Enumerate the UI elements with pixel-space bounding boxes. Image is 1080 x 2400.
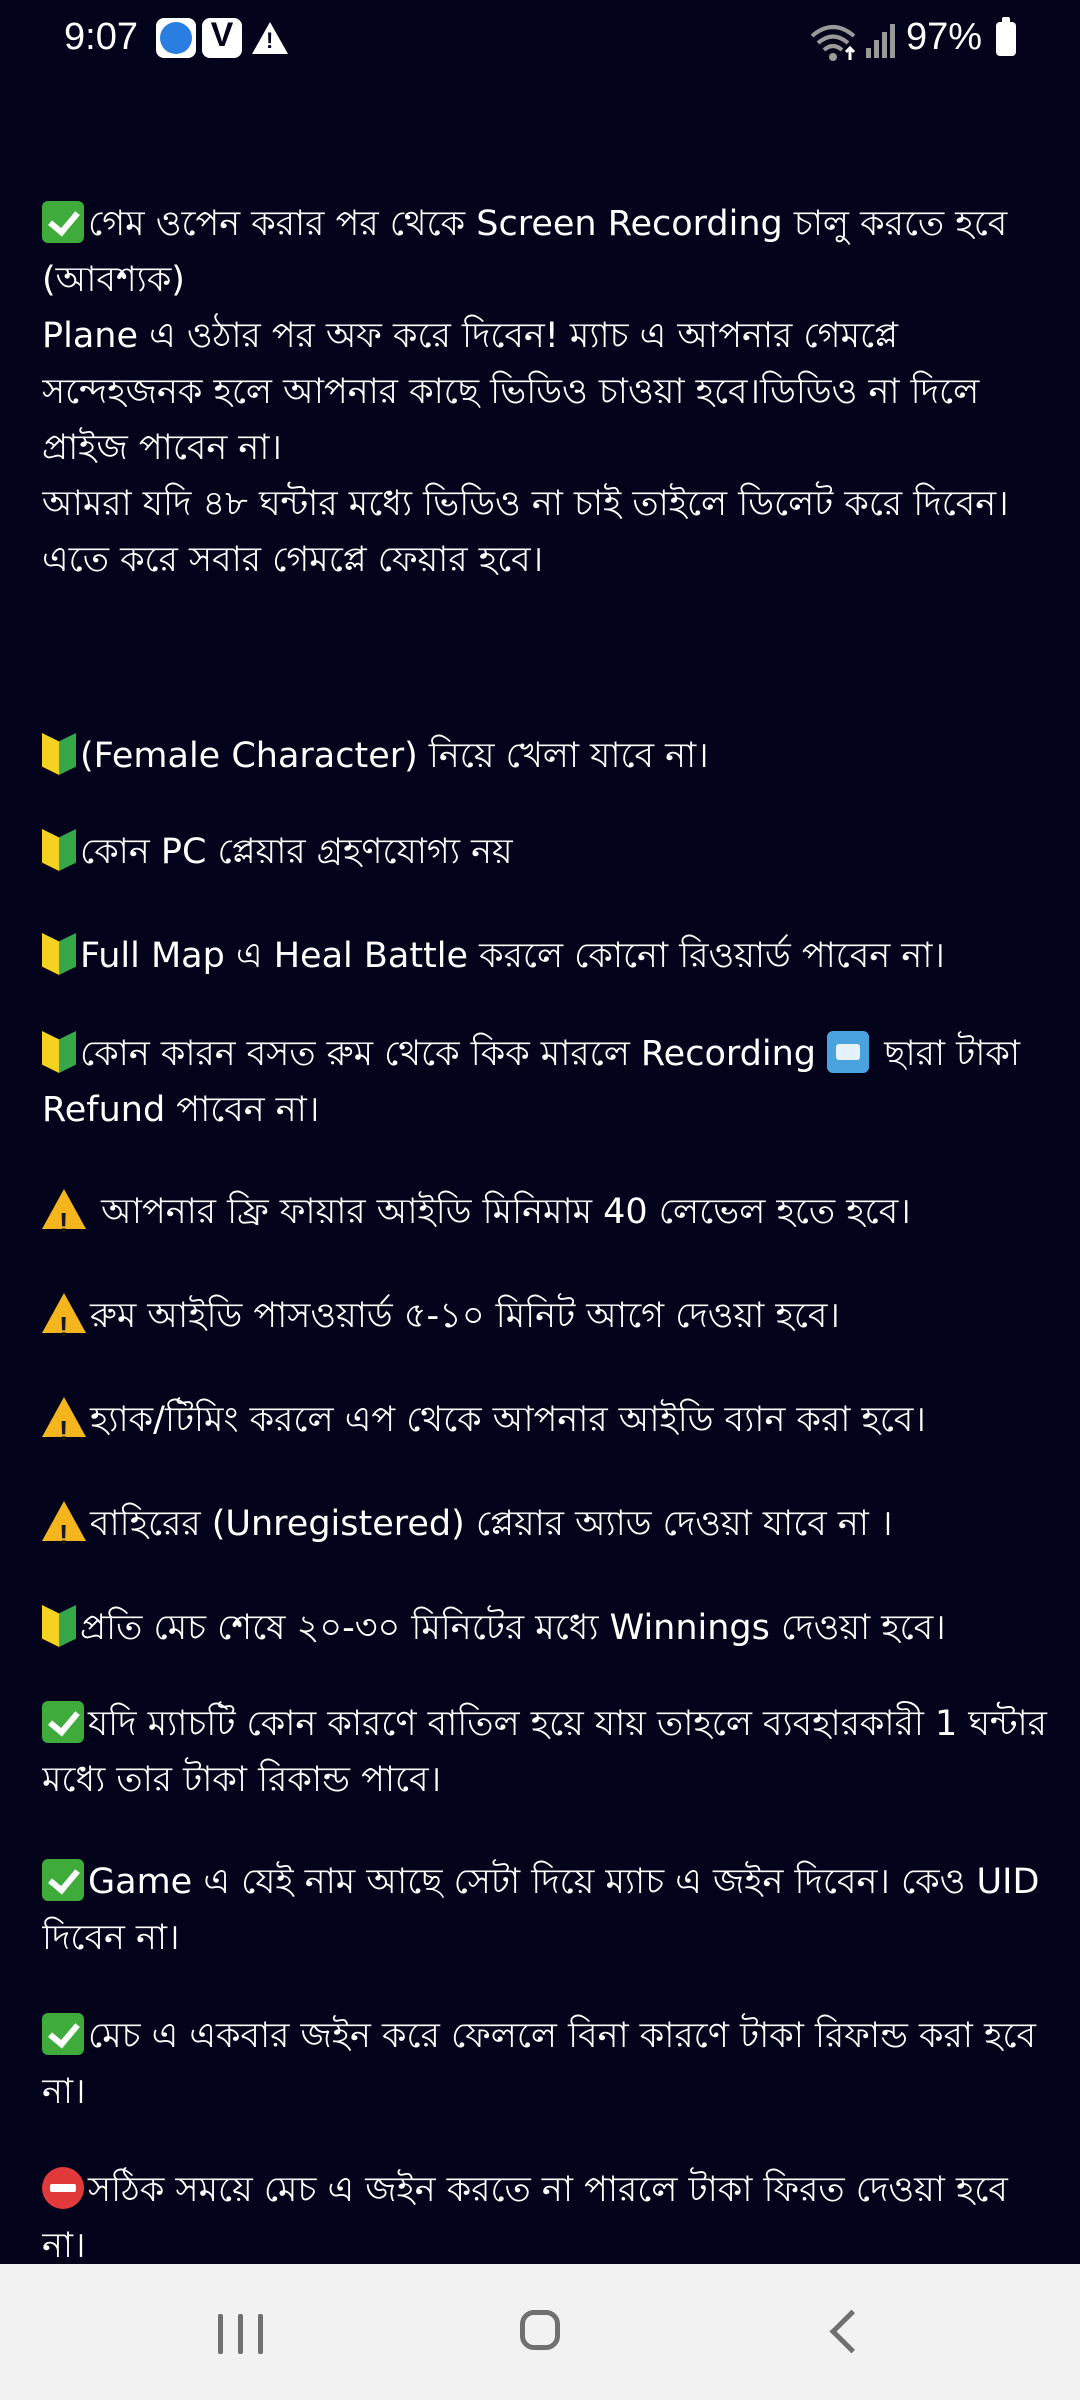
battery-percentage: 97% [906,16,983,58]
rule-paragraph [42,1854,1052,1966]
rule-paragraph [42,824,1052,880]
rule-paragraph [42,928,1052,984]
navigation-bar [0,2264,1080,2400]
check-icon [42,201,84,243]
back-icon[interactable] [830,2310,874,2354]
check-icon [42,2013,84,2055]
rule-text: হ্যাক/টিমিং করলে এপ থেকে আপনার আইডি ব্যান করা হবে। [90,1400,926,1440]
rule-paragraph [42,1600,1052,1656]
check-icon [42,1701,84,1743]
rule-paragraph [42,308,1052,476]
beginner-icon [42,933,76,975]
rule-text: প্রতি মেচ শেষে ২০-৩০ মিনিটের মধ্যে Winnings দেওয়া হবে। [80,1608,946,1648]
rule-text: ছারা টাকা Refund পাবেন না। [42,1034,1020,1130]
rule-paragraph [42,1288,1052,1344]
recent-apps-icon[interactable] [218,2314,264,2354]
rule-text: বাহিরের (Unregistered) প্লেয়ার অ্যাড দেওয়া যাবে না । [90,1504,893,1544]
rule-text: আমরা যদি ৪৮ ঘন্টার মধ্যে ভিডিও না চাই তাইলে ডিলেট করে দিবেন। এতে করে সবার গেমপ্লে ফেয়ার হবে। [42,484,1009,580]
rule-text: Full Map এ Heal Battle করলে কোনো রিওয়ার্ড পাবেন না। [80,936,945,976]
warning-icon: ! [252,22,288,54]
app-notification-icon [156,18,196,58]
v-app-icon: V [202,18,242,58]
rule-paragraph [42,2008,1052,2120]
rule-text: (Female Character) নিয়ে খেলা যাবে না। [80,736,709,776]
beginner-icon [42,1605,76,1647]
rule-paragraph [42,196,1052,308]
rule-paragraph [42,1026,1052,1138]
status-time: 9:07 [64,16,138,58]
rules-content[interactable] [42,196,1052,2264]
rule-text: Plane এ ওঠার পর অফ করে দিবেন! ম্যাচ এ আপনার গেমপ্লে সন্দেহজনক হলে আপনার কাছে ভিডিও চাওয়া হবে।ডিডিও না দিলে প্রাইজ পাবেন না। [42,316,980,468]
rule-text: মেচ এ একবার জইন করে ফেললে বিনা কারণে টাকা রিফান্ড করা হবে না। [42,2016,1036,2112]
rule-text: কোন কারন বসত রুম থেকে কিক মারলে Recording [80,1034,816,1074]
rule-paragraph [42,476,1052,588]
rule-paragraph [42,1696,1052,1808]
stop-icon [42,2167,84,2209]
rule-text: আপনার ফ্রি ফায়ার আইডি মিনিমাম 40 লেভেল হতে হবে। [90,1192,911,1232]
warning-icon [42,1189,86,1229]
rule-text: সঠিক সময়ে মেচ এ জইন করতে না পারলে টাকা ফিরত দেওয়া হবে না। [42,2170,1008,2264]
rule-paragraph [42,728,1052,784]
wifi-icon [808,22,858,62]
video-camera-icon [827,1031,869,1073]
rule-text: গেম ওপেন করার পর থেকে Screen Recording চালু করতে হবে (আবশ্যক) [42,204,1008,300]
signal-icon [864,22,898,58]
rule-text: কোন PC প্লেয়ার গ্রহণযোগ্য নয় [80,832,513,872]
beginner-icon [42,733,76,775]
status-bar [0,0,1080,80]
check-icon [42,1859,84,1901]
warning-icon [42,1501,86,1541]
rule-paragraph [42,1392,1052,1448]
beginner-icon [42,829,76,871]
rule-paragraph [42,1184,1052,1240]
beginner-icon [42,1031,76,1073]
rule-text: রুম আইডি পাসওয়ার্ড ৫-১০ মিনিট আগে দেওয়া হবে। [90,1296,840,1336]
warning-icon [42,1293,86,1333]
warning-icon [42,1397,86,1437]
rule-text: Game এ যেই নাম আছে সেটা দিয়ে ম্যাচ এ জইন দিবেন। কেও UID দিবেন না। [42,1862,1040,1958]
battery-icon [996,22,1016,56]
rule-text: যদি ম্যাচটি কোন কারণে বাতিল হয়ে যায় তাহলে ব্যবহারকারী 1 ঘন্টার মধ্যে তার টাকা রিকান্ড পাবে। [42,1704,1047,1800]
home-icon[interactable] [520,2310,560,2350]
rule-paragraph [42,2162,1052,2264]
rule-paragraph [42,1496,1052,1552]
